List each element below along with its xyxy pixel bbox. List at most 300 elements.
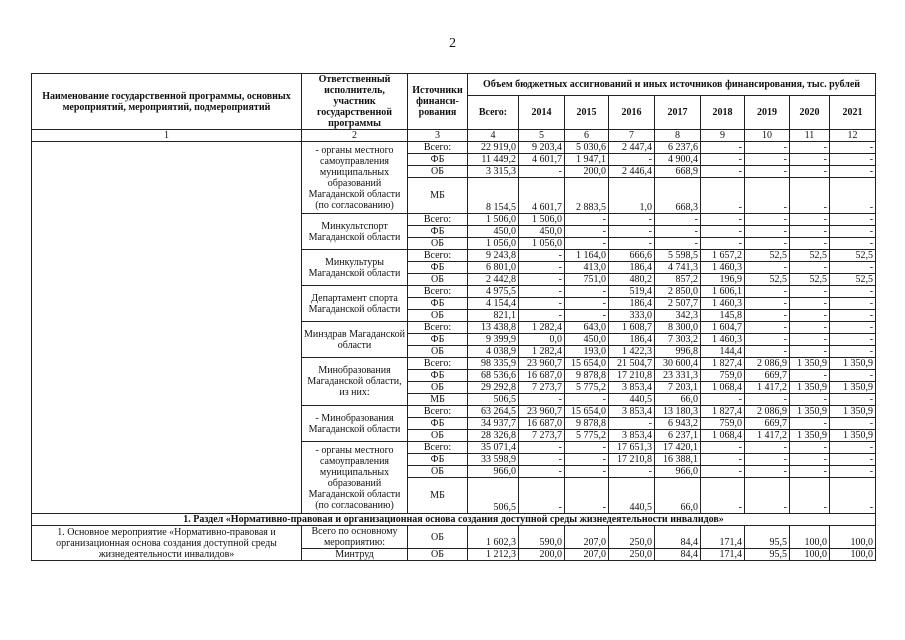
value-cell: 7 273,7 bbox=[519, 382, 565, 394]
value-cell: 84,4 bbox=[655, 549, 701, 561]
value-cell: 84,4 bbox=[655, 526, 701, 549]
column-number: 10 bbox=[745, 130, 790, 142]
value-cell: 1 350,9 bbox=[790, 430, 830, 442]
value-cell: 590,0 bbox=[519, 526, 565, 549]
value-cell: - bbox=[565, 298, 609, 310]
value-cell: 1 350,9 bbox=[790, 358, 830, 370]
column-number: 4 bbox=[468, 130, 519, 142]
value-cell: - bbox=[790, 466, 830, 478]
value-cell: 1 602,3 bbox=[468, 526, 519, 549]
value-cell: - bbox=[701, 226, 745, 238]
value-cell: - bbox=[830, 154, 876, 166]
executor-cell: Минобразования Магаданской области, из них: bbox=[302, 358, 408, 406]
value-cell: - bbox=[830, 310, 876, 322]
source-cell: ФБ bbox=[408, 370, 468, 382]
value-cell: - bbox=[701, 238, 745, 250]
value-cell: 16 687,0 bbox=[519, 370, 565, 382]
value-cell: 6 943,2 bbox=[655, 418, 701, 430]
value-cell: 145,8 bbox=[701, 310, 745, 322]
value-cell: 16 687,0 bbox=[519, 418, 565, 430]
value-cell: 1 947,1 bbox=[565, 154, 609, 166]
value-cell: 7 273,7 bbox=[519, 430, 565, 442]
value-cell: - bbox=[745, 226, 790, 238]
source-cell: ОБ bbox=[408, 526, 468, 549]
value-cell: 250,0 bbox=[609, 526, 655, 549]
value-cell: - bbox=[609, 418, 655, 430]
value-cell: 144,4 bbox=[701, 346, 745, 358]
section-title: 1. Раздел «Нормативно-правовая и организационная основа создания доступной среды жизнедеятельности инвалидов» bbox=[32, 514, 876, 526]
value-cell: 1 350,9 bbox=[830, 430, 876, 442]
value-cell: 250,0 bbox=[609, 549, 655, 561]
value-cell: 16 388,1 bbox=[655, 454, 701, 466]
value-cell: 1 212,3 bbox=[468, 549, 519, 561]
value-cell: - bbox=[701, 166, 745, 178]
value-cell: 519,4 bbox=[609, 286, 655, 298]
value-cell: - bbox=[790, 166, 830, 178]
value-cell: 1 350,9 bbox=[830, 358, 876, 370]
value-cell: - bbox=[790, 310, 830, 322]
value-cell: 17 420,1 bbox=[655, 442, 701, 454]
value-cell: - bbox=[830, 418, 876, 430]
value-cell: 1 460,3 bbox=[701, 298, 745, 310]
value-cell: - bbox=[745, 478, 790, 514]
value-cell: 15 654,0 bbox=[565, 406, 609, 418]
source-cell: ОБ bbox=[408, 346, 468, 358]
value-cell: 9 243,8 bbox=[468, 250, 519, 262]
value-cell: 5 775,2 bbox=[565, 430, 609, 442]
value-cell: 1 827,4 bbox=[701, 358, 745, 370]
value-cell: 52,5 bbox=[790, 274, 830, 286]
value-cell: - bbox=[701, 142, 745, 154]
value-cell: 15 654,0 bbox=[565, 358, 609, 370]
value-cell: - bbox=[565, 454, 609, 466]
value-cell: 2 447,4 bbox=[609, 142, 655, 154]
value-cell: - bbox=[790, 214, 830, 226]
value-cell: 966,0 bbox=[655, 466, 701, 478]
value-cell: 6 801,0 bbox=[468, 262, 519, 274]
value-cell: - bbox=[745, 466, 790, 478]
value-cell: 21 504,7 bbox=[609, 358, 655, 370]
value-cell: 440,5 bbox=[609, 478, 655, 514]
value-cell: - bbox=[745, 214, 790, 226]
value-cell: - bbox=[830, 346, 876, 358]
value-cell: 666,6 bbox=[609, 250, 655, 262]
value-cell: 668,3 bbox=[655, 178, 701, 214]
value-cell: 759,0 bbox=[701, 418, 745, 430]
value-cell: 1 657,2 bbox=[701, 250, 745, 262]
header-volume: Объем бюджетных ассигнований и иных источников финансирования, тыс. рублей bbox=[468, 74, 876, 96]
value-cell: 100,0 bbox=[790, 549, 830, 561]
value-cell: 1 604,7 bbox=[701, 322, 745, 334]
value-cell: 11 449,2 bbox=[468, 154, 519, 166]
value-cell: 207,0 bbox=[565, 549, 609, 561]
value-cell: - bbox=[701, 394, 745, 406]
executor-cell: - органы местного самоуправления муниципальных образований Магаданской области (по согласованию) bbox=[302, 142, 408, 214]
value-cell: 413,0 bbox=[565, 262, 609, 274]
value-cell: 193,0 bbox=[565, 346, 609, 358]
value-cell: 3 853,4 bbox=[609, 430, 655, 442]
value-cell: - bbox=[519, 274, 565, 286]
value-cell: 1 068,4 bbox=[701, 430, 745, 442]
value-cell: - bbox=[790, 142, 830, 154]
value-cell: - bbox=[609, 466, 655, 478]
value-cell: 23 331,3 bbox=[655, 370, 701, 382]
value-cell: - bbox=[565, 466, 609, 478]
executor-cell: Департамент спорта Магаданской области bbox=[302, 286, 408, 322]
source-cell: Всего: bbox=[408, 322, 468, 334]
value-cell: 2 883,5 bbox=[565, 178, 609, 214]
value-cell: - bbox=[790, 454, 830, 466]
value-cell: 0,0 bbox=[519, 334, 565, 346]
source-cell: ОБ bbox=[408, 274, 468, 286]
value-cell: 8 300,0 bbox=[655, 322, 701, 334]
value-cell: 100,0 bbox=[830, 526, 876, 549]
value-cell: 30 600,4 bbox=[655, 358, 701, 370]
value-cell: 35 071,4 bbox=[468, 442, 519, 454]
value-cell: - bbox=[701, 178, 745, 214]
header-year: 2018 bbox=[701, 95, 745, 129]
value-cell: 4 741,3 bbox=[655, 262, 701, 274]
executor-cell: Минздрав Магаданской области bbox=[302, 322, 408, 358]
value-cell: 643,0 bbox=[565, 322, 609, 334]
executor-cell: Минкультспорт Магаданской области bbox=[302, 214, 408, 250]
value-cell: 669,7 bbox=[745, 418, 790, 430]
value-cell: 2 442,8 bbox=[468, 274, 519, 286]
value-cell: 17 210,8 bbox=[609, 454, 655, 466]
value-cell: 1 164,0 bbox=[565, 250, 609, 262]
budget-table bbox=[31, 73, 876, 561]
value-cell: 171,4 bbox=[701, 549, 745, 561]
value-cell: - bbox=[745, 298, 790, 310]
source-cell: ОБ bbox=[408, 238, 468, 250]
value-cell: - bbox=[609, 154, 655, 166]
value-cell: 9 399,9 bbox=[468, 334, 519, 346]
source-cell: Всего: bbox=[408, 406, 468, 418]
value-cell: 2 850,0 bbox=[655, 286, 701, 298]
value-cell: - bbox=[790, 238, 830, 250]
value-cell: - bbox=[830, 142, 876, 154]
value-cell: 5 030,6 bbox=[565, 142, 609, 154]
value-cell: 186,4 bbox=[609, 262, 655, 274]
value-cell: 13 438,8 bbox=[468, 322, 519, 334]
value-cell: - bbox=[790, 478, 830, 514]
source-cell: ОБ bbox=[408, 430, 468, 442]
value-cell: - bbox=[609, 226, 655, 238]
column-number: 9 bbox=[701, 130, 745, 142]
column-number: 7 bbox=[609, 130, 655, 142]
value-cell: 450,0 bbox=[519, 226, 565, 238]
value-cell: - bbox=[565, 442, 609, 454]
value-cell: 4 900,4 bbox=[655, 154, 701, 166]
value-cell: - bbox=[655, 238, 701, 250]
value-cell: 1 606,1 bbox=[701, 286, 745, 298]
source-cell: ФБ bbox=[408, 154, 468, 166]
column-number: 1 bbox=[32, 130, 302, 142]
executor-cell: Минтруд bbox=[302, 549, 408, 561]
value-cell: - bbox=[790, 394, 830, 406]
source-cell: ФБ bbox=[408, 298, 468, 310]
value-cell: 100,0 bbox=[790, 526, 830, 549]
value-cell: - bbox=[790, 334, 830, 346]
value-cell: - bbox=[830, 226, 876, 238]
column-number: 2 bbox=[302, 130, 408, 142]
value-cell: 2 446,4 bbox=[609, 166, 655, 178]
executor-cell: - органы местного самоуправления муниципальных образований Магаданской области (по согласованию) bbox=[302, 442, 408, 514]
value-cell: 34 937,7 bbox=[468, 418, 519, 430]
value-cell: - bbox=[609, 238, 655, 250]
value-cell: 13 180,3 bbox=[655, 406, 701, 418]
value-cell: - bbox=[565, 310, 609, 322]
value-cell: 95,5 bbox=[745, 549, 790, 561]
value-cell: 4 038,9 bbox=[468, 346, 519, 358]
value-cell: 200,0 bbox=[519, 549, 565, 561]
value-cell: 996,8 bbox=[655, 346, 701, 358]
table-body bbox=[32, 142, 876, 561]
value-cell: - bbox=[790, 442, 830, 454]
value-cell: - bbox=[519, 454, 565, 466]
header-year: 2019 bbox=[745, 95, 790, 129]
value-cell: 52,5 bbox=[790, 250, 830, 262]
header-source: Источники финанси-рования bbox=[408, 74, 468, 130]
value-cell: - bbox=[830, 298, 876, 310]
value-cell: - bbox=[519, 298, 565, 310]
value-cell: 7 303,2 bbox=[655, 334, 701, 346]
value-cell: - bbox=[609, 214, 655, 226]
value-cell: 7 203,1 bbox=[655, 382, 701, 394]
value-cell: 68 536,6 bbox=[468, 370, 519, 382]
value-cell: 2 086,9 bbox=[745, 406, 790, 418]
value-cell: 450,0 bbox=[565, 334, 609, 346]
source-cell: ФБ bbox=[408, 262, 468, 274]
value-cell: - bbox=[830, 178, 876, 214]
value-cell: 2 507,7 bbox=[655, 298, 701, 310]
value-cell: 22 919,0 bbox=[468, 142, 519, 154]
value-cell: - bbox=[830, 466, 876, 478]
value-cell: - bbox=[790, 418, 830, 430]
value-cell: - bbox=[745, 394, 790, 406]
header-year: Всего: bbox=[468, 95, 519, 129]
source-cell: Всего: bbox=[408, 250, 468, 262]
column-number: 11 bbox=[790, 130, 830, 142]
value-cell: 1 460,3 bbox=[701, 262, 745, 274]
value-cell: 4 601,7 bbox=[519, 154, 565, 166]
value-cell: 33 598,9 bbox=[468, 454, 519, 466]
value-cell: - bbox=[519, 166, 565, 178]
value-cell: - bbox=[519, 262, 565, 274]
source-cell: ОБ bbox=[408, 466, 468, 478]
value-cell: 5 775,2 bbox=[565, 382, 609, 394]
value-cell: - bbox=[830, 322, 876, 334]
source-cell: ОБ bbox=[408, 310, 468, 322]
value-cell: 207,0 bbox=[565, 526, 609, 549]
table-row bbox=[32, 526, 876, 549]
header-executor: Ответственный исполнитель, участник государственной программы bbox=[302, 74, 408, 130]
value-cell: 17 651,3 bbox=[609, 442, 655, 454]
value-cell: 9 203,4 bbox=[519, 142, 565, 154]
value-cell: 1 350,9 bbox=[790, 382, 830, 394]
value-cell: 186,4 bbox=[609, 334, 655, 346]
value-cell: - bbox=[830, 334, 876, 346]
value-cell: 8 154,5 bbox=[468, 178, 519, 214]
value-cell: 9 878,8 bbox=[565, 370, 609, 382]
value-cell: - bbox=[790, 322, 830, 334]
value-cell: - bbox=[565, 286, 609, 298]
source-cell: ОБ bbox=[408, 382, 468, 394]
value-cell: - bbox=[519, 286, 565, 298]
value-cell: 66,0 bbox=[655, 394, 701, 406]
value-cell: 1 350,9 bbox=[790, 406, 830, 418]
header-name: Наименование государственной программы, основных мероприятий, мероприятий, подмероприятий bbox=[32, 74, 302, 130]
value-cell: 1 422,3 bbox=[609, 346, 655, 358]
value-cell: 3 853,4 bbox=[609, 406, 655, 418]
value-cell: 98 335,9 bbox=[468, 358, 519, 370]
column-number: 8 bbox=[655, 130, 701, 142]
value-cell: 668,9 bbox=[655, 166, 701, 178]
source-cell: ОБ bbox=[408, 166, 468, 178]
value-cell: - bbox=[655, 214, 701, 226]
value-cell: - bbox=[701, 214, 745, 226]
value-cell: 1 350,9 bbox=[830, 382, 876, 394]
value-cell: 1 417,2 bbox=[745, 382, 790, 394]
value-cell: 1 506,0 bbox=[468, 214, 519, 226]
value-cell: 66,0 bbox=[655, 478, 701, 514]
source-cell: Всего: bbox=[408, 358, 468, 370]
header-year: 2020 bbox=[790, 95, 830, 129]
value-cell: - bbox=[790, 262, 830, 274]
value-cell: 1 282,4 bbox=[519, 322, 565, 334]
value-cell: 506,5 bbox=[468, 478, 519, 514]
value-cell: 1 056,0 bbox=[519, 238, 565, 250]
header-year: 2021 bbox=[830, 95, 876, 129]
source-cell: Всего: bbox=[408, 142, 468, 154]
source-cell: ФБ bbox=[408, 334, 468, 346]
value-cell: 1 056,0 bbox=[468, 238, 519, 250]
source-cell: ФБ bbox=[408, 418, 468, 430]
value-cell: 1 417,2 bbox=[745, 430, 790, 442]
value-cell: - bbox=[790, 298, 830, 310]
header-year: 2014 bbox=[519, 95, 565, 129]
value-cell: 333,0 bbox=[609, 310, 655, 322]
value-cell: - bbox=[655, 226, 701, 238]
value-cell: 1 068,4 bbox=[701, 382, 745, 394]
value-cell: 3 315,3 bbox=[468, 166, 519, 178]
value-cell: 821,1 bbox=[468, 310, 519, 322]
value-cell: 63 264,5 bbox=[468, 406, 519, 418]
value-cell: 1 827,4 bbox=[701, 406, 745, 418]
value-cell: 1 350,9 bbox=[830, 406, 876, 418]
value-cell: - bbox=[519, 478, 565, 514]
value-cell: - bbox=[519, 466, 565, 478]
value-cell: - bbox=[830, 370, 876, 382]
value-cell: - bbox=[830, 454, 876, 466]
source-cell: ФБ bbox=[408, 226, 468, 238]
value-cell: - bbox=[830, 442, 876, 454]
value-cell: 186,4 bbox=[609, 298, 655, 310]
value-cell: - bbox=[745, 322, 790, 334]
value-cell: - bbox=[745, 166, 790, 178]
value-cell: - bbox=[745, 310, 790, 322]
value-cell: 480,2 bbox=[609, 274, 655, 286]
measure-name-cell: 1. Основное мероприятие «Нормативно-правовая и организационная основа создания доступной среды жизнедеятельности инвалидов» bbox=[32, 526, 302, 561]
value-cell: - bbox=[701, 442, 745, 454]
value-cell: 23 960,7 bbox=[519, 358, 565, 370]
column-numbers bbox=[32, 130, 876, 142]
value-cell: 52,5 bbox=[830, 274, 876, 286]
source-cell: ОБ bbox=[408, 549, 468, 561]
value-cell: - bbox=[830, 478, 876, 514]
value-cell: 95,5 bbox=[745, 526, 790, 549]
value-cell: - bbox=[830, 262, 876, 274]
value-cell: 440,5 bbox=[609, 394, 655, 406]
value-cell: - bbox=[565, 226, 609, 238]
value-cell: - bbox=[830, 394, 876, 406]
value-cell: - bbox=[519, 250, 565, 262]
value-cell: 669,7 bbox=[745, 370, 790, 382]
value-cell: - bbox=[830, 238, 876, 250]
value-cell: 171,4 bbox=[701, 526, 745, 549]
value-cell: 52,5 bbox=[830, 250, 876, 262]
value-cell: 751,0 bbox=[565, 274, 609, 286]
value-cell: - bbox=[830, 214, 876, 226]
value-cell: 506,5 bbox=[468, 394, 519, 406]
source-cell: МБ bbox=[408, 478, 468, 514]
source-cell: МБ bbox=[408, 178, 468, 214]
value-cell: - bbox=[519, 310, 565, 322]
value-cell: 200,0 bbox=[565, 166, 609, 178]
value-cell: 100,0 bbox=[830, 549, 876, 561]
value-cell: - bbox=[790, 286, 830, 298]
value-cell: - bbox=[701, 154, 745, 166]
column-number: 12 bbox=[830, 130, 876, 142]
value-cell: 6 237,6 bbox=[655, 142, 701, 154]
value-cell: 1 460,3 bbox=[701, 334, 745, 346]
value-cell: 1,0 bbox=[609, 178, 655, 214]
value-cell: - bbox=[745, 178, 790, 214]
value-cell: - bbox=[745, 262, 790, 274]
value-cell: - bbox=[701, 478, 745, 514]
value-cell: - bbox=[745, 334, 790, 346]
value-cell: - bbox=[701, 454, 745, 466]
value-cell: - bbox=[830, 166, 876, 178]
header-year: 2015 bbox=[565, 95, 609, 129]
executor-cell: Всего по основному мероприятию: bbox=[302, 526, 408, 549]
source-cell: Всего: bbox=[408, 286, 468, 298]
value-cell: 4 154,4 bbox=[468, 298, 519, 310]
column-number: 6 bbox=[565, 130, 609, 142]
value-cell: 6 237,1 bbox=[655, 430, 701, 442]
value-cell: - bbox=[745, 238, 790, 250]
value-cell: 450,0 bbox=[468, 226, 519, 238]
program-name-cell bbox=[32, 142, 302, 514]
value-cell: 857,2 bbox=[655, 274, 701, 286]
value-cell: - bbox=[745, 286, 790, 298]
section-row bbox=[32, 514, 876, 526]
value-cell: - bbox=[745, 154, 790, 166]
value-cell: 17 210,8 bbox=[609, 370, 655, 382]
column-number: 5 bbox=[519, 130, 565, 142]
column-number: 3 bbox=[408, 130, 468, 142]
value-cell: 1 506,0 bbox=[519, 214, 565, 226]
value-cell: - bbox=[565, 478, 609, 514]
value-cell: - bbox=[745, 442, 790, 454]
value-cell: 4 601,7 bbox=[519, 178, 565, 214]
value-cell: - bbox=[790, 226, 830, 238]
value-cell: - bbox=[745, 346, 790, 358]
source-cell: Всего: bbox=[408, 442, 468, 454]
executor-cell: Минкультуры Магаданской области bbox=[302, 250, 408, 286]
source-cell: Всего: bbox=[408, 214, 468, 226]
value-cell: - bbox=[519, 442, 565, 454]
